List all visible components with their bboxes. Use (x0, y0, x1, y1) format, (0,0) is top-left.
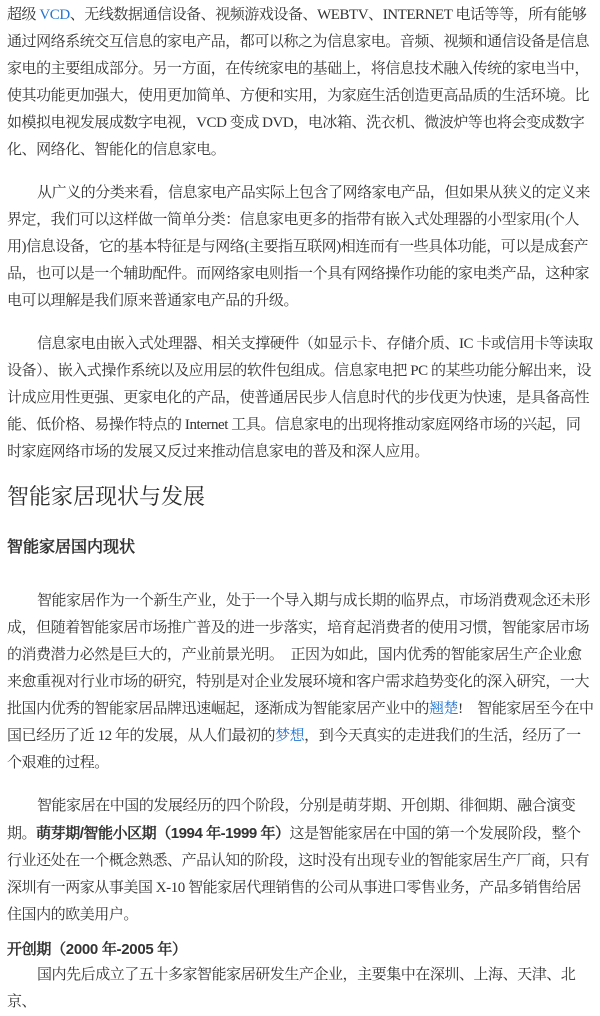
link-qiaochu[interactable]: 翘楚 (428, 701, 459, 717)
link-vcd[interactable]: VCD (39, 7, 70, 23)
text-run: ，到今天真实的走进我们的生活，经历了一个艰难的过程。 (7, 728, 581, 771)
paragraph-broad-narrow-classification: 从广义的分类来看，信息家电产品实际上包含了网络家电产品，但如果从狭义的定义来界定，我们可以这样做一简单分类：信息家电更多的指带有嵌入式处理器的小型家用(个人用)信息设备，它的基本特征是与网络(主要指互联网)相连而有一些具体功能，可以是成套产品，也可以是一个辅助配件。而网络家电则指一个具有网络操作功能的家电类产品，这种家电可以理解是我们原来普通家电产品的升级。 (7, 185, 590, 309)
stage-heading-pioneering-period: 开创期（2000 年-2005 年） (7, 941, 187, 958)
text-run: 、无线数据通信设备、视频游戏设备、WEBTV、INTERNET 电话等等，所有能够通过网络系统交互信息的家电产品，都可以称之为信息家电。音频、视频和通信设备是信息家电的主要组成部分。另一方面，在传统家电的基础上，将信息技术融入传统的家电当中，使其功能更加强大，使用更加简单、方便和实用，为家庭生活创造更高品质的生活环境。比如模拟电视发展成数字电视，VCD 变成 DVD，电冰箱、洗衣机、微波炉等也将会变成数字化、网络化、智能化的信息家电。 (7, 7, 590, 158)
paragraph-info-appliance-definition (7, 2, 594, 164)
link-mengxiang[interactable]: 梦想 (275, 728, 305, 744)
paragraph-four-development-stages (7, 793, 594, 929)
text-run: 智能家居在中国的发展经历的四个阶段，分别是萌芽期、开创期、徘徊期、融合演变期。 (7, 798, 576, 842)
section-heading-smart-home-status-development: 智能家居现状与发展 (7, 484, 206, 509)
bold-run-sprout-period: 萌芽期/智能小区期（1994 年-1999 年） (36, 825, 290, 842)
text-run: 智能家居作为一个新生产业，处于一个导入期与成长期的临界点，市场消费观念还未形成，但随着智能家居市场推广普及的进一步落实，培育起消费者的使用习惯，智能家居市场的消费潜力必然是巨大的，产业前景光明。 正因为如此，国内优秀的智能家居生产企业愈来愈重视对行业市场的研究，特别是对企业发展环境和客户需求趋势变化的深入研究，一大批国内优秀的智能家居品牌迅速崛起，逐渐成为智能家居产业中的 (7, 593, 590, 717)
paragraph-composition-and-internet-tool: 信息家电由嵌入式处理器、相关支撑硬件（如显示卡、存储介质、IC 卡或信用卡等读取设备）、嵌入式操作系统以及应用层的软件包组成。信息家电把 PC 的某些功能分解出来，设计成应用性更强、更家电化的产品，使普通居民步人信息时代的步伐更为快速，是具备高性能、低价格、易操作特点的 Internet 工具。信息家电的出现将推动家庭网络市场的兴起，同时家庭网络市场的发展又反过来推动信息家电的普及和深人应用。 (7, 336, 593, 460)
text-run: ! 智能家居至今在中国已经历了近 12 年的发展，从人们最初的 (7, 701, 594, 744)
paragraph-industry-emerging-status (7, 588, 594, 777)
text-run: 这是智能家居在中国的第一个发展阶段，整个行业还处在一个概念熟悉、产品认知的阶段，这时没有出现专业的智能家居生产厂商，只有深圳有一两家从事美国 X-10 智能家居代理销售的公司从事进口零售业务，产品多销售给居住国内的欧美用户。 (7, 826, 590, 923)
subsection-heading-domestic-status: 智能家居国内现状 (7, 539, 136, 556)
text-run: 超级 (7, 7, 40, 23)
paragraph-pioneering-period-detail: 国内先后成立了五十多家智能家居研发生产企业，主要集中在深圳、上海、天津、北京、 (7, 967, 576, 1010)
